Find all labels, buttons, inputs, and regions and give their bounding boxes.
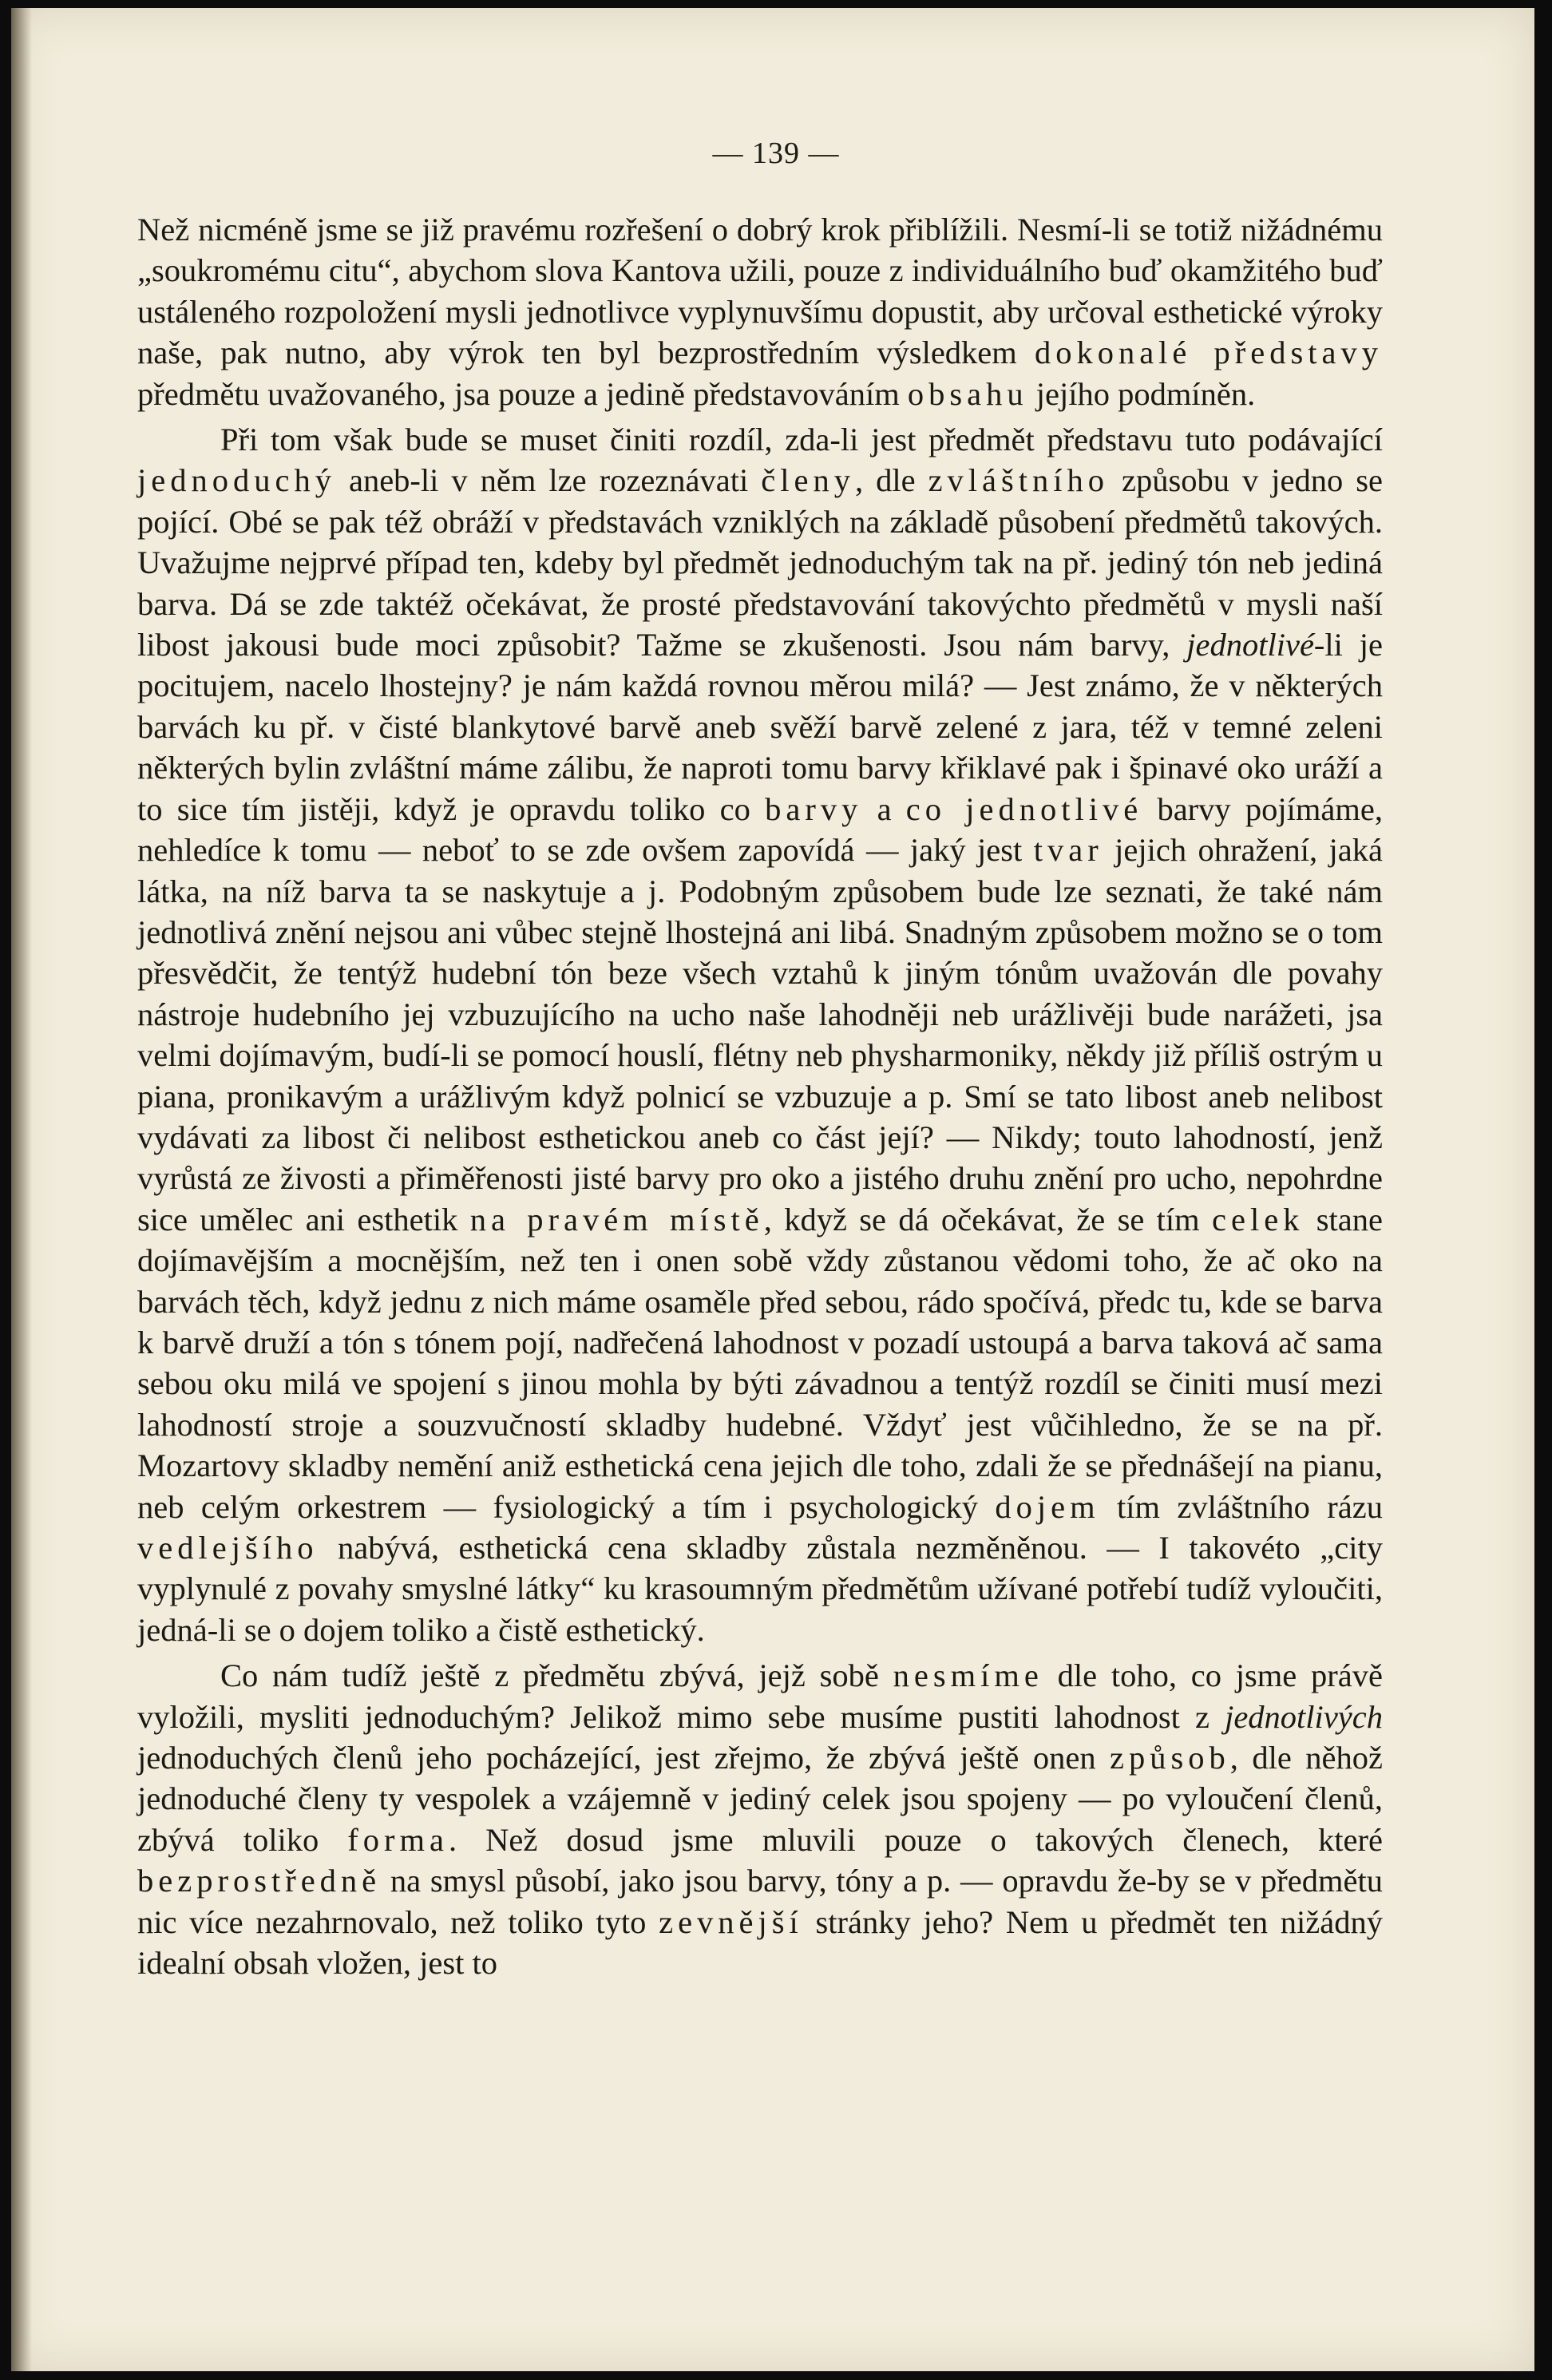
emphasis-spaced: bezprostředně [137, 1863, 382, 1899]
emphasis-spaced: zevnější [659, 1903, 803, 1940]
text-run: a [862, 790, 906, 827]
text-run: dle toho, co jsme právě vyložili, mysliti jednoduchým? Jelikož mimo sebe musíme pustiti lahodnost z [137, 1657, 1383, 1735]
text-run: Co nám tudíž ještě z předmětu zbývá, jejž sobě [220, 1657, 893, 1694]
text-run: stane dojímavějším a mocnějším, než ten i onen sobě vždy zůstanou vědomi toho, že ač oko na barvách těch, když jednu z nich máme osaměle před sebou, rádo spočívá, předc tu, kde se barva k barvě druží a tón s tónem pojí, nadřečená lahodnost v pozadí ustoupá a barva taková ač sama sebou oku milá ve spojení s jinou mohla by býti závadnou a tentýž rozdíl se činiti musí mezi lahodností stroje a souzvučností skladby hudebné. Vždyť jest vůčihledno, že se na př. Mozartovy skladby nemění aniž esthetická cena jejich dle toho, zdali že se přednášejí na pianu, neb celým orkestrem — fysiologický a tím i psychologický [137, 1201, 1383, 1525]
emphasis-spaced: zvláštního [928, 462, 1110, 499]
emphasis-spaced: na pravém místě [469, 1201, 764, 1238]
page-edge-shadow [11, 8, 32, 2371]
emphasis-italic: jednotlivých [1225, 1698, 1383, 1735]
emphasis-spaced: co jednotlivé [905, 790, 1143, 827]
paragraph [137, 419, 1383, 1650]
text-run: tím zvláštního rázu [1099, 1488, 1383, 1525]
page-number: — 139 — [712, 137, 840, 170]
text-run: nabývá, esthetická cena skladby zůstala nezměněnou. — I takovéto „city vyplynulé z povahy smyslné látky“ ku krasoumným předmětům užívané potřebí tudíž vyloučiti, jedná-li se o dojem toliko a čistě esthetický. [137, 1530, 1383, 1648]
text-run: způsobu v jedno se pojící. Obé se pak též obráží v představách vzniklých na základě působení předmětů takových. Uvažujme nejprvé případ ten, kdeby byl předmět jednoduchým tak na př. jediný tón neb jediná barva. Dá se zde taktéž očekávat, že prosté představování takovýchto předmětů v mysli naší libost jakousi bude moci způsobit? Tažme se zkušenosti. Jsou nám barvy, [137, 462, 1384, 663]
text-run: předmětu uvažovaného, jsa pouze a jedině představováním [137, 375, 908, 412]
text-run: -li je pocitujem, nacelo lhostejny? je nám každá rovnou měrou milá? — Jest známo, že v některých barvách ku př. v čisté blankytové barvě aneb svěží barvě zelené z jara, též v temné zeleni některých bylin zvláštní máme zálibu, že naproti tomu barvy křiklavé pak i špinavé oko uráží a to sice tím jistěji, když je opravdu toliko co [137, 627, 1383, 827]
text-run: . Než dosud jsme mluvili pouze o takových členech, které [448, 1821, 1383, 1858]
paragraph [137, 1655, 1383, 1983]
text-run: Než nicméně jsme se již pravému rozřešení o dobrý krok přiblížili. Nesmí-li se totiž nižádnému „soukromému citu“, abychom slova Kantova užili, pouze z individuálního buď okamžitého buď ustáleného rozpoložení mysli jednotlivce vyplynuvšímu dopustit, aby určoval esthetické výroky naše, pak nutno, aby výrok ten byl bezprostředním výsledkem [137, 212, 1383, 371]
text-run: aneb-li v něm lze rozeznávati [335, 462, 762, 499]
emphasis-spaced: barvy [765, 790, 863, 827]
emphasis-spaced: celek [1212, 1201, 1305, 1238]
text-run: jejího podmíněn. [1027, 375, 1256, 412]
emphasis-spaced: obsahu [907, 375, 1028, 412]
emphasis-spaced: dokonalé představy [1034, 335, 1383, 371]
emphasis-italic: jednotlivé [1186, 627, 1314, 663]
emphasis-spaced: nesmíme [893, 1657, 1043, 1694]
text-run: barvy pojímáme, nehledíce k tomu — neboť to se zde ovšem zapovídá — jaký jest [137, 790, 1383, 869]
emphasis-spaced: forma [347, 1821, 449, 1858]
paragraph [137, 209, 1383, 414]
emphasis-spaced: způsob [1110, 1740, 1230, 1776]
text-run: jejich ohražení, jaká látka, na níž barva ta se naskytuje a j. Podobným způsobem bude lze seznati, že také nám jednotlivá znění nejsou ani vůbec stejně lhostejná ani libá. Snadným způsobem možno se o tom přesvědčit, že tentýž hudební tón beze všech vztahů k jiným tónům uvažován dle povahy nástroje hudebního jej vzbuzujícího na ucho naše lahodněji neb urážlivěji bude narážeti, jsa velmi dojímavým, budí-li se pomocí houslí, flétny neb physharmoniky, někdy již příliš ostrým u piana, pronikavým a urážlivým když polnicí se vzbuzuje a p. Smí se tato libost aneb nelibost vydávati za libost či nelibost esthetickou aneb co část její? — Nikdy; touto lahodností, jenž vyrůstá ze živosti a přiměřenosti jisté barvy pro oko a jistého druhu znění pro ucho, nepohrdne sice umělec ani esthetik [137, 832, 1383, 1238]
text-run: na smysl působí, jako jsou barvy, tóny a p. — opravdu že-by se v předmětu nic více nezahrnovalo, než toliko tyto [137, 1863, 1383, 1940]
emphasis-spaced: tvar [1033, 832, 1103, 869]
body-text [137, 209, 1383, 1983]
emphasis-spaced: dojem [995, 1488, 1100, 1525]
text-run: stránky jeho? Nem u předmět ten nižádný idealní obsah vložen, jest to [137, 1903, 1383, 1982]
text-run: jednoduchých členů jeho pocházející, jest zřejmo, že zbývá ještě onen [137, 1740, 1111, 1776]
text-run: , dle [854, 462, 928, 499]
emphasis-spaced: jednoduchý [137, 462, 336, 499]
emphasis-spaced: vedlejšího [137, 1530, 319, 1566]
text-run: , když se dá očekávat, že se tím [763, 1201, 1212, 1238]
text-run: , dle něhož jednoduché členy ty vespolek a vzájemně v jediný celek jsou spojeny — po vyloučení členů, zbývá toliko [137, 1740, 1384, 1858]
emphasis-spaced: členy [761, 462, 855, 499]
text-run: Při tom však bude se muset činiti rozdíl, zda-li jest předmět představu tuto podávající [220, 422, 1383, 458]
